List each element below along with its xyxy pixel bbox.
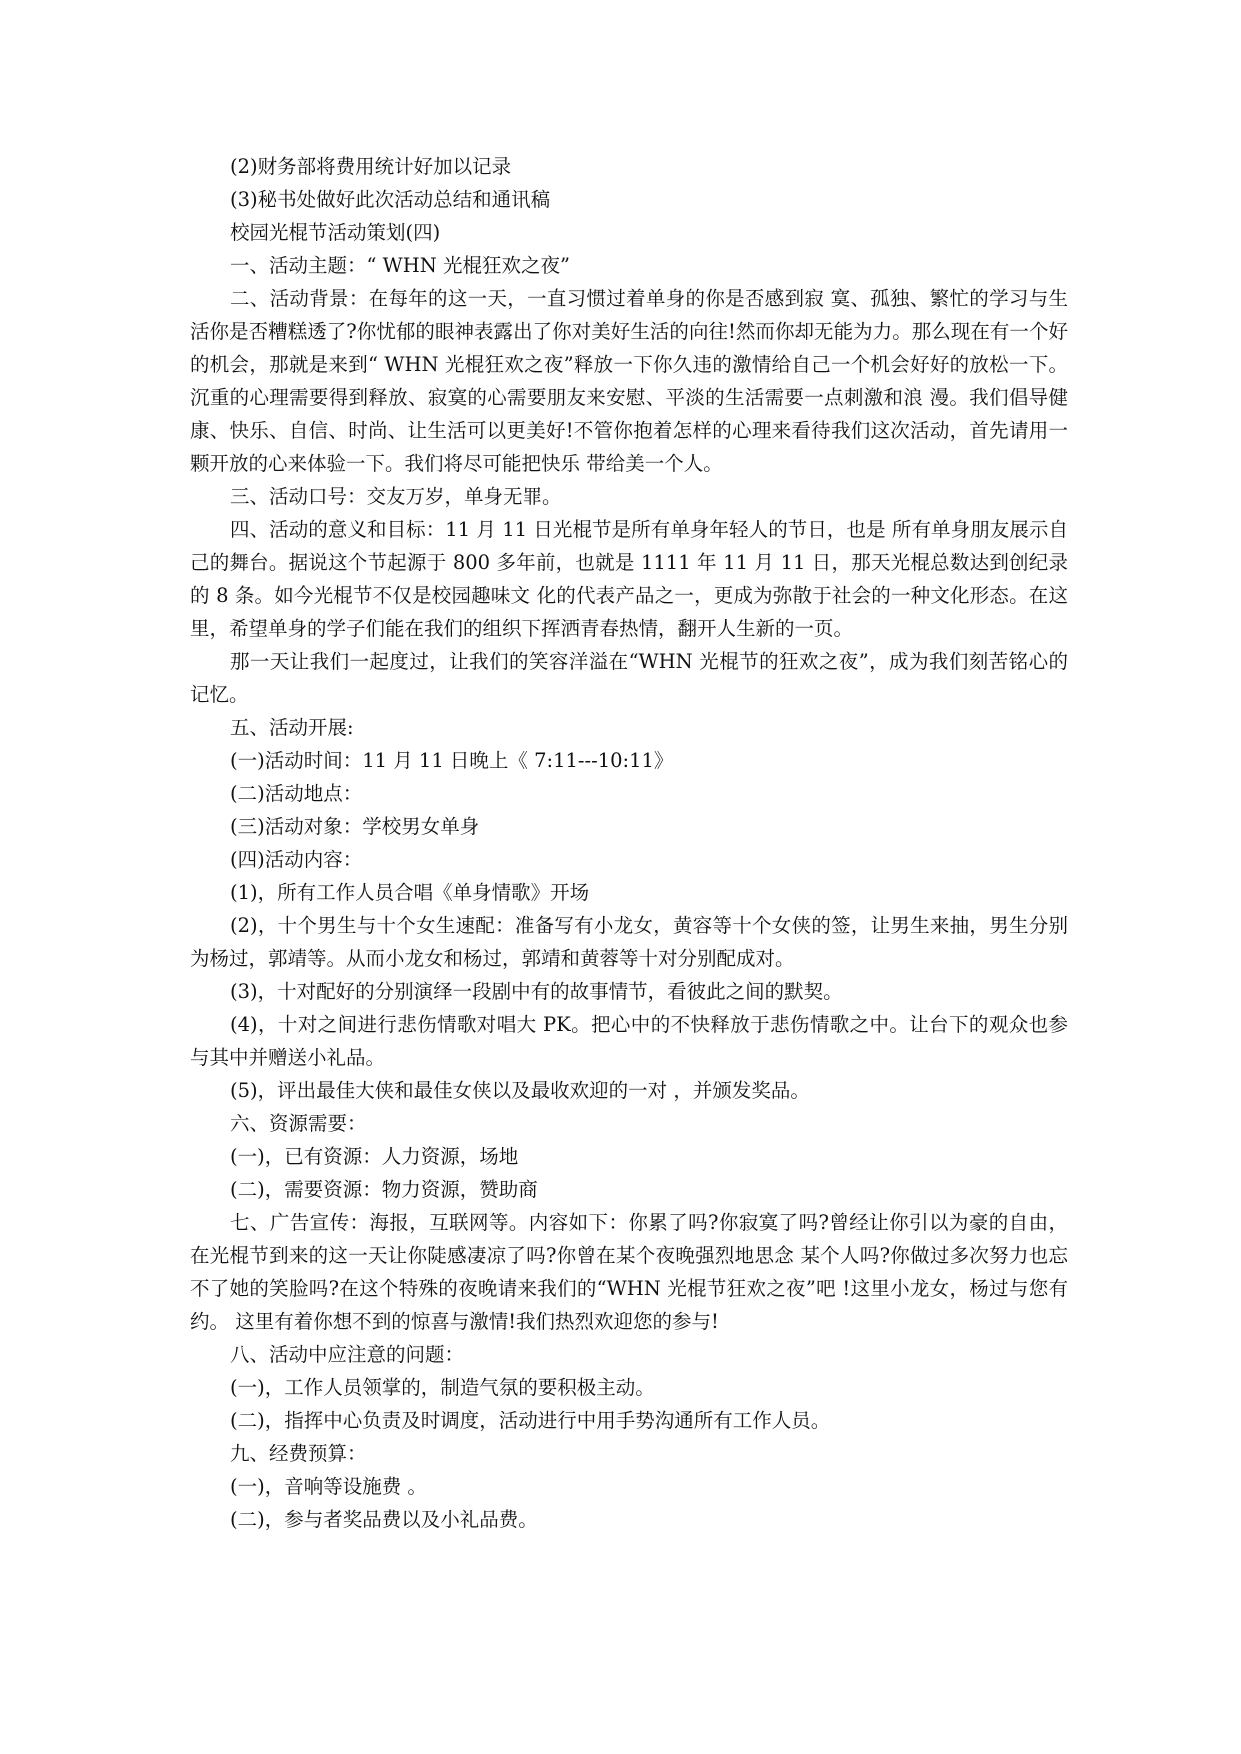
paragraph: (一)，音响等设施费 。: [230, 1475, 427, 1498]
paragraph: (二)，指挥中心负责及时调度，活动进行中用手势沟通所有工作人员。: [230, 1409, 831, 1432]
paragraph: (4)，十对之间进行悲伤情歌对唱大 PK。把心中的不快释放于悲伤情歌之中。让台下的观众也参与其中并赠送小礼品。: [190, 1013, 1068, 1069]
paragraph: 五、活动开展:: [230, 716, 354, 739]
paragraph: (1)，所有工作人员合唱《单身情歌》开场: [230, 881, 590, 904]
paragraph: (二)，需要资源：物力资源，赞助商: [230, 1178, 538, 1201]
document-body: [190, 150, 1068, 1536]
paragraph: (一)，工作人员领掌的，制造气氛的要积极主动。: [230, 1376, 655, 1399]
paragraph: (一)，已有资源：人力资源，场地: [230, 1145, 519, 1168]
paragraph: (2)财务部将费用统计好加以记录: [230, 155, 512, 178]
paragraph: (3)，十对配好的分别演绎一段剧中有的故事情节，看彼此之间的默契。: [230, 980, 843, 1003]
paragraph: 九、经费预算：: [230, 1442, 367, 1465]
paragraph: (三)活动对象：学校男女单身: [230, 815, 480, 838]
paragraph: (一)活动时间：11 月 11 日晚上《 7:11---10:11》: [230, 749, 674, 772]
paragraph: 八、活动中应注意的问题：: [230, 1343, 465, 1366]
paragraph: 四、活动的意义和目标：11 月 11 日光棍节是所有单身年轻人的节日，也是 所有单身朋友展示自己的舞台。据说这个节起源于 800 多年前，也就是 1111 年 11 月 11 日，那天光棍总数达到创纪录的 8 条。如今光棍节不仅是校园趣味文 化的代表产品之一，更成为弥散于社会的一种文化形态。在这里，希望单身的学子们能在我们的组织下挥洒青春热情，翻开人生新的一页。: [190, 518, 1068, 640]
paragraph: (二)活动地点：: [230, 782, 363, 805]
paragraph: 三、活动口号：交友万岁，单身无罪。: [230, 485, 562, 508]
paragraph: 二、活动背景：在每年的这一天，一直习惯过着单身的你是否感到寂 寞、孤独、繁忙的学习与生活你是否糟糕透了?你忧郁的眼神表露出了你对美好生活的向往!然而你却无能为力。那么现在有一个好的机会，那就是来到“ WHN 光棍狂欢之夜”释放一下你久违的激情给自己一个机会好好的放松一下。沉重的心理需要得到释放、寂寞的心需要朋友来安慰、平淡的生活需要一点刺激和浪 漫。我们倡导健康、快乐、自信、时尚、让生活可以更美好!不管你抱着怎样的心理来看待我们这次活动，首先请用一颗开放的心来体验一下。我们将尽可能把快乐 带给美一个人。: [190, 287, 1068, 475]
paragraph: (5)，评出最佳大侠和最佳女侠以及最收欢迎的一对 ，并颁发奖品。: [230, 1079, 810, 1102]
paragraph: 那一天让我们一起度过，让我们的笑容洋溢在“WHN 光棍节的狂欢之夜”，成为我们刻苦铭心的记忆。: [190, 650, 1068, 706]
paragraph: 一、活动主题：“ WHN 光棍狂欢之夜”: [230, 254, 570, 277]
paragraph: (3)秘书处做好此次活动总结和通讯稿: [230, 188, 551, 211]
paragraph: (四)活动内容：: [230, 848, 363, 871]
paragraph: 七、广告宣传：海报，互联网等。内容如下：你累了吗?你寂寞了吗?曾经让你引以为豪的自由，在光棍节到来的这一天让你陡感凄凉了吗?你曾在某个夜晚强烈地思念 某个人吗?你做过多次努力也忘不了她的笑脸吗?在这个特殊的夜晚请来我们的“WHN 光棍节狂欢之夜”吧 !这里小龙女，杨过与您有约。 这里有着你想不到的惊喜与激情!我们热烈欢迎您的参与!: [190, 1211, 1068, 1333]
section-title: 校园光棍节活动策划(四): [230, 221, 441, 244]
paragraph: (2)，十个男生与十个女生速配：准备写有小龙女，黄容等十个女侠的签，让男生来抽，男生分别为杨过，郭靖等。从而小龙女和杨过，郭靖和黄蓉等十对分别配成对。: [190, 914, 1068, 970]
paragraph: 六、资源需要：: [230, 1112, 367, 1135]
paragraph: (二)，参与者奖品费以及小礼品费。: [230, 1508, 538, 1531]
